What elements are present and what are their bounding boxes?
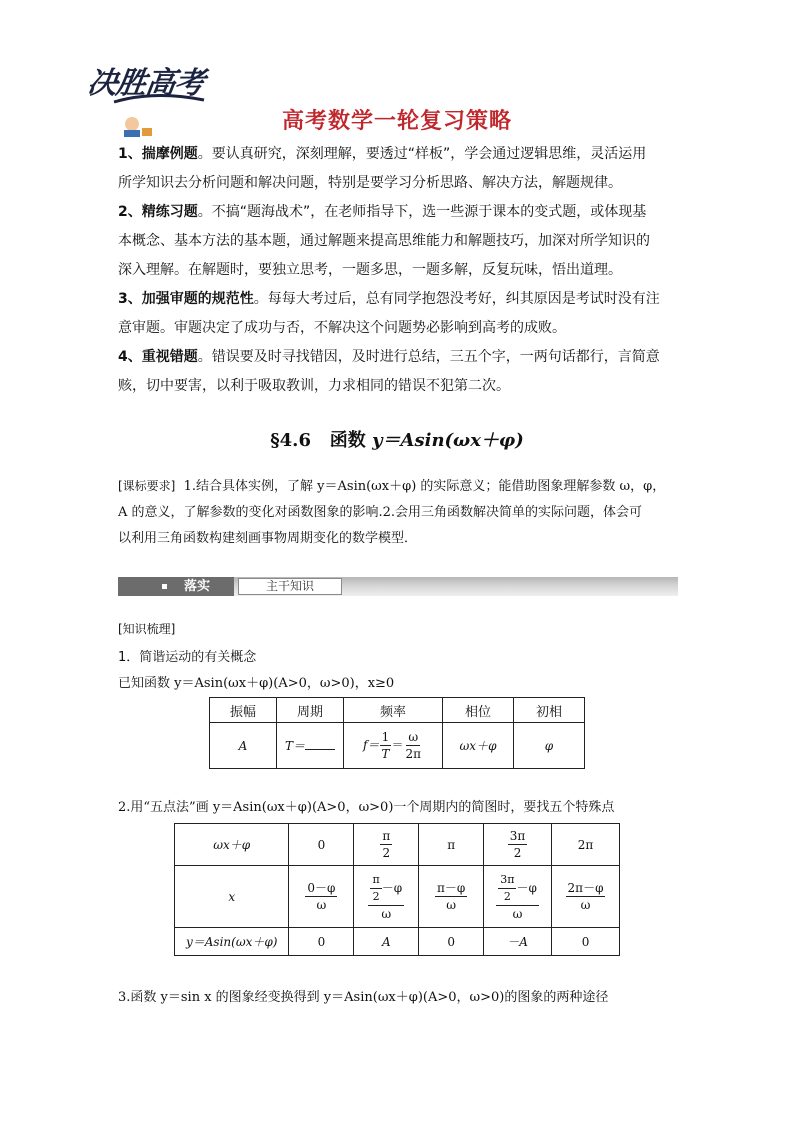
concept-table [209,697,585,769]
table-cell [484,824,552,866]
table-cell: 0 [552,928,620,956]
fraction-numerator: 3π [509,829,526,843]
knowledge-tag: [知识梳理] [118,622,176,636]
fraction-denominator: 2 [372,889,380,903]
strategy-text: 。错误要及时寻找错因，及时进行总结，三五个字，一两句话都行，言简意 [197,349,660,365]
answer-blank [305,737,335,750]
fraction-tail: －φ [516,880,537,895]
fraction [380,829,392,860]
table-header: 相位 [443,698,514,723]
fraction-tail: －φ [381,880,403,895]
fraction-numerator [496,873,539,906]
table-cell: 0 [289,928,354,956]
fraction-numerator: 0－φ [307,881,336,895]
section-number: §4.6 [270,430,311,451]
table-header-row [210,698,585,723]
strategy-text: 。每每大考过后，总有同学抱怨没考好，纠其原因是考试时没有注 [253,291,660,307]
table-cell [484,928,552,956]
table-row [175,928,620,956]
frequency-cell [344,723,443,769]
fraction [305,881,337,912]
cell-value: A [238,738,248,753]
fraction [498,873,516,904]
fraction-denominator: ω [512,906,523,921]
fraction [496,873,539,921]
row-label [175,866,289,928]
row-label [175,928,289,956]
table-cell: 2π [552,824,620,866]
section-banner [118,577,678,596]
table-cell: 0 [419,928,484,956]
bullet-square-icon [162,584,167,589]
strategy-text: 深入理解。在解题时，要独立思考，一题多思，一题多解，反复玩味，悟出道理。 [118,262,622,278]
table-cell [354,866,419,928]
banner-left [118,577,234,596]
table-cell: π [419,824,484,866]
fraction [566,881,606,912]
table-row [175,866,620,928]
strategy-text: 意审题。审题决定了成功与否，不解决这个问题势必影响到高考的成败。 [118,320,566,336]
standard-line: 以利用三角函数构建刻画事物周期变化的数学模型． [118,531,418,546]
fraction-numerator: π－φ [437,881,466,895]
fraction-numerator: ω [408,730,419,744]
table-header: 频率 [344,698,443,723]
cell-value: f＝ [362,738,380,752]
table-cell: 0 [289,824,354,866]
standard-line: A 的意义，了解参数的变化对函数图象的影响.2.会用三角函数解决简单的实际问题，体会可 [118,505,643,520]
section-title [0,426,794,452]
item-1-given: 已知函数 y＝Asin(ωx＋φ)(A>0，ω>0)，x≥0 [118,676,395,691]
table-header: 初相 [514,698,585,723]
fraction-denominator: 2 [382,846,391,860]
banner-left-label: 落实 [184,579,211,594]
curriculum-standard [118,473,678,552]
item-3-title: 3.函数 y＝sin x 的图象经变换得到 y＝Asin(ωx＋φ)(A>0，ω>0)的图象的两种途径 [118,990,609,1005]
fraction-denominator: 2 [503,889,511,903]
table-cell [354,824,419,866]
fraction-denominator: T [381,747,390,761]
cell-value: y＝Asin(ωx＋φ) [185,935,278,949]
item-1-title: 1．简谐运动的有关概念 [118,650,257,665]
period-cell [277,723,344,769]
fraction-denominator: 2π [405,747,421,761]
item-2-title: 2.用“五点法”画 y＝Asin(ωx＋φ)(A>0，ω>0)一个周期内的简图时，要找五个特殊点 [118,800,615,815]
strategy-head: 4、重视错题 [118,349,198,365]
table-cell [484,866,552,928]
strategy-text: 所学知识去分析问题和解决问题，特别是要学习分析思路、解决方法，解题规律。 [118,175,622,191]
equals-sign: ＝ [391,738,404,752]
fraction-denominator: ω [381,906,392,921]
fraction-numerator: π [370,873,381,889]
strategy-4 [118,343,683,401]
standard-tag: [课标要求] [118,479,176,493]
fraction [435,881,467,912]
standard-line: 1.结合具体实例，了解 y＝Asin(ωx＋φ) 的实际意义；能借助图象理解参数 ω，φ， [183,479,666,494]
fraction-numerator: π [382,829,391,843]
strategy-1 [118,140,683,198]
row-label [175,824,289,866]
banner-right-label: 主干知识 [238,578,342,595]
fraction [403,730,423,761]
fraction [508,829,528,860]
cell-value: ωx＋φ [213,838,251,852]
fraction [379,730,391,761]
phase-cell [443,723,514,769]
table-cell [354,928,419,956]
cell-value: φ [544,738,554,753]
fraction-numerator: 2π－φ [567,881,604,895]
logo-text: 决胜高考 [85,66,206,101]
strategy-3 [118,285,683,343]
fraction-numerator: 3π [498,873,516,889]
table-cell [552,866,620,928]
strategy-text: 赅，切中要害，以利于吸取教训，力求相同的错误不犯第二次。 [118,378,510,394]
cell-value: A [381,934,391,949]
strategy-text: 。不搞“题海战术”，在老师指导下，选一些源于课本的变式题，或体现基 [197,204,647,220]
five-point-table [174,823,620,956]
amplitude-cell [210,723,277,769]
strategy-text: 本概念、基本方法的基本题，通过解题来提高思维能力和解题技巧，加深对所学知识的 [118,233,650,249]
fraction-denominator: ω [316,898,327,912]
table-cell [419,866,484,928]
fraction [368,873,404,921]
cell-value: －A [507,935,528,949]
table-row [210,723,585,769]
fraction-denominator: ω [446,898,457,912]
strategy-head: 3、加强审题的规范性 [118,291,254,307]
strategy-head: 1、揣摩例题 [118,146,198,162]
fraction-denominator: ω [580,898,591,912]
strategy-head: 2、精练习题 [118,204,198,220]
section-formula: y＝Asin(ωx＋φ) [372,430,524,451]
initial-phase-cell [514,723,585,769]
strategy-2 [118,198,683,285]
strategy-text: 。要认真研究，深刻理解，要透过“样板”，学会通过逻辑思维，灵活运用 [197,146,647,162]
cell-value: T＝ [284,739,305,753]
cell-value: x [228,889,236,904]
table-cell [289,866,354,928]
table-header: 周期 [277,698,344,723]
table-header: 振幅 [210,698,277,723]
fraction [370,873,381,904]
table-row [175,824,620,866]
fraction-denominator: 2 [513,846,522,860]
fraction-numerator [368,873,404,906]
cell-value: ωx＋φ [459,739,497,753]
fraction-numerator: 1 [381,730,390,744]
page-title: 高考数学一轮复习策略 [281,109,512,134]
section-title-prefix: 函数 [329,430,373,451]
